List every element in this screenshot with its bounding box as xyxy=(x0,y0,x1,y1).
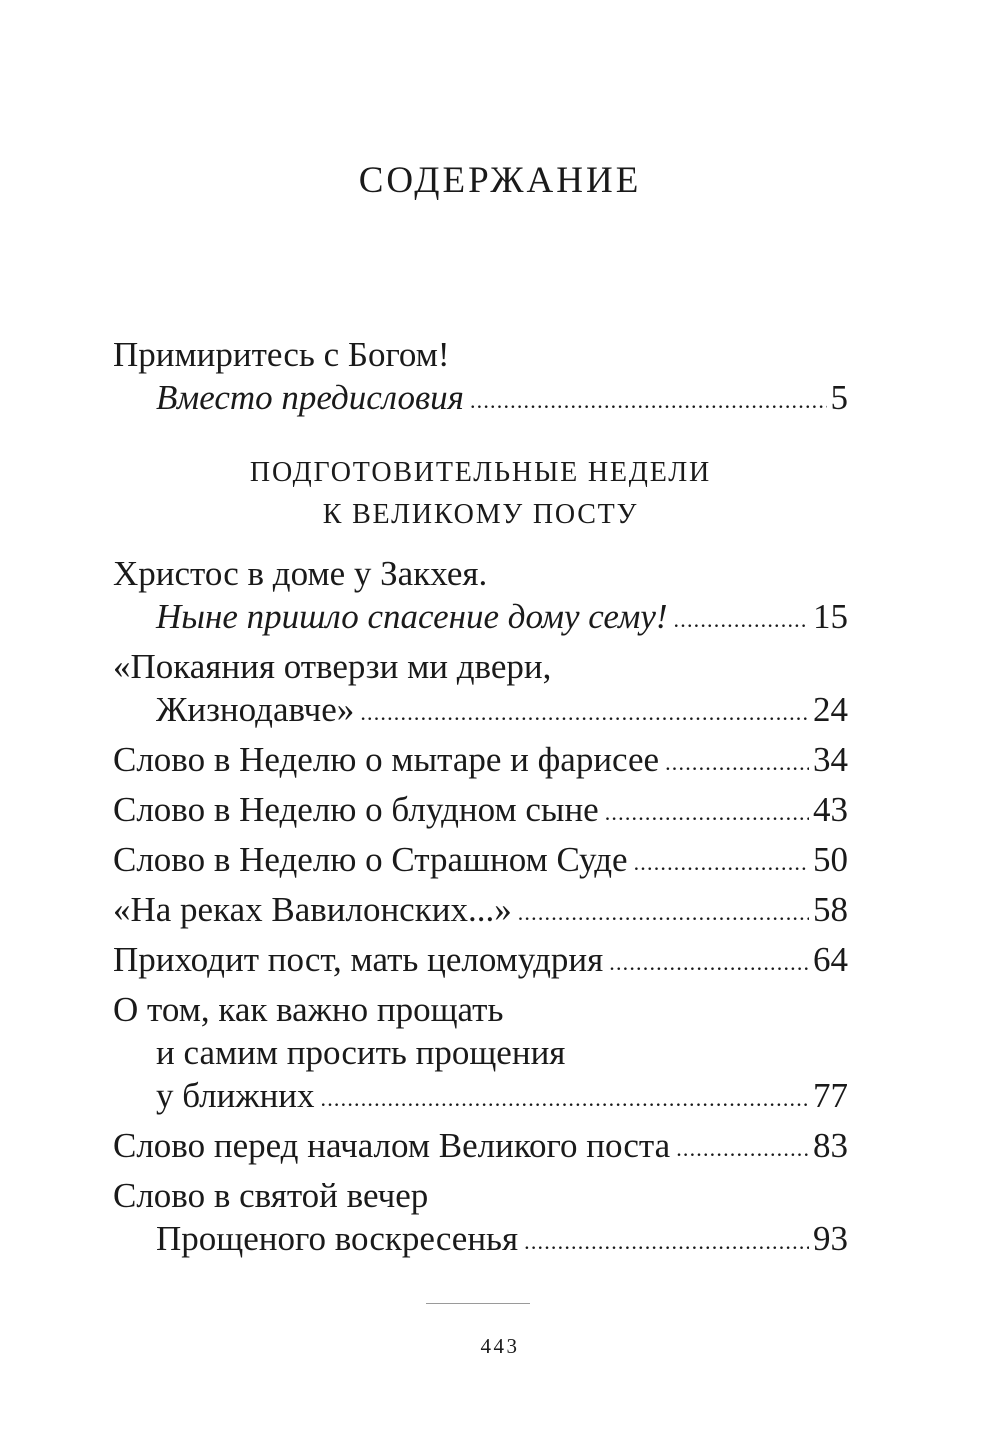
toc-entry-title-continued: у ближних xyxy=(156,1076,315,1115)
dot-leader xyxy=(470,399,827,409)
section-heading-line: К ВЕЛИКОМУ ПОСТУ xyxy=(322,499,639,530)
toc-entry-title-continued: Прощеного воскресенья xyxy=(156,1219,519,1258)
dot-leader xyxy=(676,1147,809,1157)
dot-leader xyxy=(360,711,809,721)
toc-entry xyxy=(113,838,848,881)
toc-entry-title: Приходит пост, мать целомудрия xyxy=(113,940,604,979)
toc-page-number: 24 xyxy=(813,690,848,729)
toc-entry-title-continued: и самим просить прощения xyxy=(156,1033,566,1072)
dot-leader xyxy=(609,961,809,971)
toc-page-number: 34 xyxy=(813,740,848,779)
toc-entry xyxy=(113,552,848,638)
toc-entry xyxy=(113,1124,848,1167)
toc-page-number: 77 xyxy=(813,1076,848,1115)
toc-entry-title: Слово в Неделю о Страшном Суде xyxy=(113,840,628,879)
table-of-contents xyxy=(113,333,848,1260)
toc-entry-title: Слово перед началом Великого поста xyxy=(113,1126,671,1165)
folio-rule xyxy=(426,1303,530,1304)
dot-leader xyxy=(674,618,809,628)
toc-page-number: 43 xyxy=(813,790,848,829)
dot-leader xyxy=(634,861,809,871)
toc-entry-title-continued: Жизнодавче» xyxy=(156,690,355,729)
dot-leader xyxy=(665,761,809,771)
toc-entry xyxy=(113,988,848,1117)
toc-entry-title: Примиритесь с Богом! xyxy=(113,335,450,374)
toc-page-number: 5 xyxy=(830,378,848,417)
toc-page-number: 83 xyxy=(813,1126,848,1165)
toc-entry-title: Слово в Неделю о блудном сыне xyxy=(113,790,599,829)
toc-entry xyxy=(113,333,848,419)
dot-leader xyxy=(518,911,809,921)
toc-entry-title: «Покаяния отверзи ми двери, xyxy=(113,647,552,686)
toc-entry xyxy=(113,938,848,981)
toc-entry-title: О том, как важно прощать xyxy=(113,990,504,1029)
section-heading xyxy=(113,452,848,536)
toc-entry-subtitle: Ныне пришло спасение дому сему! xyxy=(156,597,668,636)
toc-entry xyxy=(113,888,848,931)
section-heading-line: ПОДГОТОВИТЕЛЬНЫЕ НЕДЕЛИ xyxy=(249,457,712,488)
toc-page-number: 58 xyxy=(813,890,848,929)
toc-entry-title: «На реках Вавилонских...» xyxy=(113,890,512,929)
page-title: СОДЕРЖАНИЕ xyxy=(358,160,642,201)
toc-entry xyxy=(113,1174,848,1260)
toc-entry xyxy=(113,645,848,731)
toc-page-number: 50 xyxy=(813,840,848,879)
toc-page-number: 93 xyxy=(813,1219,848,1258)
toc-entry-title: Слово в святой вечер xyxy=(113,1176,429,1215)
toc-page-number: 64 xyxy=(813,940,848,979)
toc-entry xyxy=(113,788,848,831)
page-number: 443 xyxy=(480,1334,520,1358)
dot-leader xyxy=(524,1240,809,1250)
toc-entry-subtitle: Вместо предисловия xyxy=(156,378,464,417)
toc-page-number: 15 xyxy=(813,597,848,636)
toc-entry-title: Слово в Неделю о мытаре и фарисее xyxy=(113,740,660,779)
toc-entry-title: Христос в доме у Закхея. xyxy=(113,554,488,593)
dot-leader xyxy=(321,1097,809,1107)
toc-entry xyxy=(113,738,848,781)
dot-leader xyxy=(605,811,809,821)
